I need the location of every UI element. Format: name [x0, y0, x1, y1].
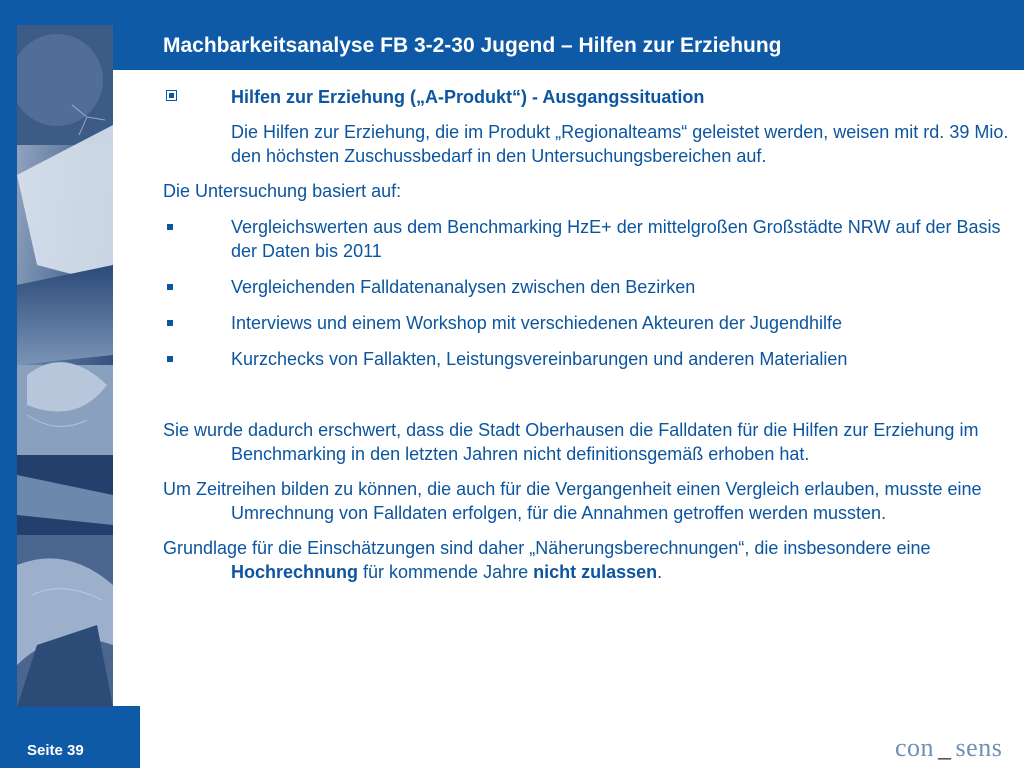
- list-item: [163, 347, 1018, 371]
- list-item-text: Interviews und einem Workshop mit verschiedenen Akteuren der Jugendhilfe: [231, 313, 843, 333]
- list-item-text: Kurzchecks von Fallakten, Leistungsvereinbarungen und anderen Materialien: [231, 349, 848, 369]
- conclusion-bold-1: Hochrechnung: [231, 562, 359, 582]
- square-bullet-icon: [167, 284, 173, 290]
- conclusion-text-2: für kommende Jahre: [358, 562, 534, 582]
- square-bullet-icon: [167, 224, 173, 230]
- section-heading: Hilfen zur Erziehung („A-Produkt“) - Ausgangssituation: [231, 87, 705, 107]
- page-number: Seite 39: [27, 742, 84, 759]
- checkbox-bullet-icon: [166, 90, 177, 101]
- paragraph-time-series: Um Zeitreihen bilden zu können, die auch für die Vergangenheit einen Vergleich erlauben, musste eine Umrechnung von Falldaten erfolgen, für die Annahmen getroffen werden mussten.: [163, 479, 982, 523]
- logo-separator: _: [938, 733, 952, 762]
- stone-relief-image: [17, 25, 113, 707]
- slide-content: [163, 85, 1018, 584]
- intro-paragraph: Die Hilfen zur Erziehung, die im Produkt „Regionalteams“ geleistet werden, weisen mit rd. 39 Mio. den höchsten Zuschussbedarf in den Untersuchungsbereichen auf.: [231, 122, 1009, 166]
- list-item-text: Vergleichswerten aus dem Benchmarking HzE+ der mittelgroßen Großstädte NRW auf der Basis der Daten bis 2011: [231, 217, 1001, 261]
- paragraph-conclusion: [163, 536, 1018, 584]
- conclusion-bold-2: nicht zulassen: [533, 562, 658, 582]
- page-title: Machbarkeitsanalyse FB 3-2-30 Jugend – Hilfen zur Erziehung: [163, 34, 782, 57]
- paragraph-difficulty: Sie wurde dadurch erschwert, dass die Stadt Oberhausen die Falldaten für die Hilfen zur Erziehung im Benchmarking in den letzten Jahren nicht definitionsgemäß erhoben hat.: [163, 420, 979, 464]
- section-heading-row: [163, 85, 1018, 109]
- basis-label: Die Untersuchung basiert auf:: [163, 181, 402, 201]
- conclusion-text-1: Grundlage für die Einschätzungen sind daher „Näherungsberechnungen“, die insbesondere eine: [163, 538, 931, 558]
- list-item: [163, 215, 1018, 263]
- consens-logo: [895, 733, 1002, 763]
- list-item: [163, 275, 1018, 299]
- logo-text-right: sens: [955, 733, 1003, 762]
- list-item: [163, 311, 1018, 335]
- left-accent-strip: [0, 0, 17, 768]
- logo-text-left: con: [895, 733, 935, 762]
- square-bullet-icon: [167, 320, 173, 326]
- square-bullet-icon: [167, 356, 173, 362]
- list-item-text: Vergleichenden Falldatenanalysen zwischen den Bezirken: [231, 277, 696, 297]
- conclusion-text-3: .: [657, 562, 663, 582]
